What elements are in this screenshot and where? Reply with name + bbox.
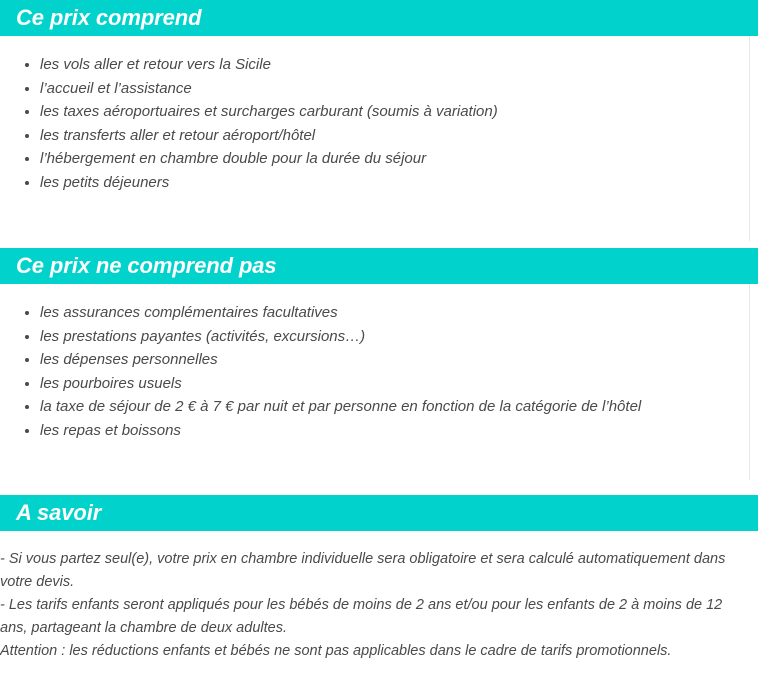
section-good-to-know-body: [0, 531, 750, 663]
list-item: [0, 53, 749, 77]
list-item-label: les dépenses personnelles: [40, 351, 218, 368]
list-item: [0, 100, 749, 124]
bullet-icon: [25, 181, 29, 185]
bullet-icon: [25, 134, 29, 138]
list-item: [0, 147, 749, 171]
list-item-label: les repas et boissons: [40, 421, 181, 439]
list-item: [0, 77, 749, 101]
bullet-icon: [25, 87, 29, 91]
list-item-label: l’hébergement en chambre double pour la durée du séjour: [40, 150, 427, 167]
bullet-icon: [25, 335, 29, 339]
list-item-label: les prestations payantes (activités, excursions…): [40, 327, 366, 345]
section-good-to-know-header: A savoir: [0, 495, 758, 531]
list-item-label: les petits déjeuners: [40, 173, 170, 191]
note-paragraph: Attention : les réductions enfants et bébés ne sont pas applicables dans le cadre de tarifs promotionnels.: [0, 643, 672, 659]
bullet-icon: [25, 405, 29, 409]
list-item: [0, 301, 749, 325]
bullet-icon: [25, 63, 29, 67]
list-item: [0, 419, 749, 443]
bullet-icon: [25, 429, 29, 433]
section-includes: [0, 0, 758, 241]
list-item: [0, 395, 749, 419]
list-item: [0, 325, 749, 349]
section-excludes-body: [0, 284, 750, 480]
section-includes-body: [0, 36, 750, 241]
list-item-label: l’accueil et l’assistance: [40, 79, 192, 97]
bullet-icon: [25, 110, 29, 114]
list-item-label: les pourboires usuels: [40, 374, 182, 392]
list-item-label: les vols aller et retour vers la Sicile: [40, 56, 271, 73]
excludes-list: [0, 301, 749, 442]
list-item: [0, 171, 749, 195]
section-excludes: [0, 248, 758, 480]
note-paragraph: - Les tarifs enfants seront appliqués pour les bébés de moins de 2 ans et/ou pour les enfants de 2 à moins de 12 ans, partageant la chambre de deux adultes.: [0, 597, 723, 636]
list-item-label: les taxes aéroportuaires et surcharges carburant (soumis à variation): [40, 103, 498, 120]
section-includes-header: Ce prix comprend: [0, 0, 758, 36]
list-item-label: les assurances complémentaires facultatives: [40, 304, 338, 321]
list-item: [0, 124, 749, 148]
bullet-icon: [25, 382, 29, 386]
bullet-icon: [25, 358, 29, 362]
bullet-icon: [25, 311, 29, 315]
list-item-label: les transferts aller et retour aéroport/hôtel: [40, 126, 316, 144]
includes-list: [0, 53, 749, 194]
section-good-to-know: [0, 495, 758, 663]
section-excludes-header: Ce prix ne comprend pas: [0, 248, 758, 284]
list-item: [0, 348, 749, 372]
note-paragraph: - Si vous partez seul(e), votre prix en chambre individuelle sera obligatoire et sera calculé automatiquement dans votre devis.: [0, 551, 726, 590]
list-item: [0, 372, 749, 396]
list-item-label: la taxe de séjour de 2 € à 7 € par nuit et par personne en fonction de la catégorie de l’hôtel: [40, 398, 642, 415]
bullet-icon: [25, 157, 29, 161]
